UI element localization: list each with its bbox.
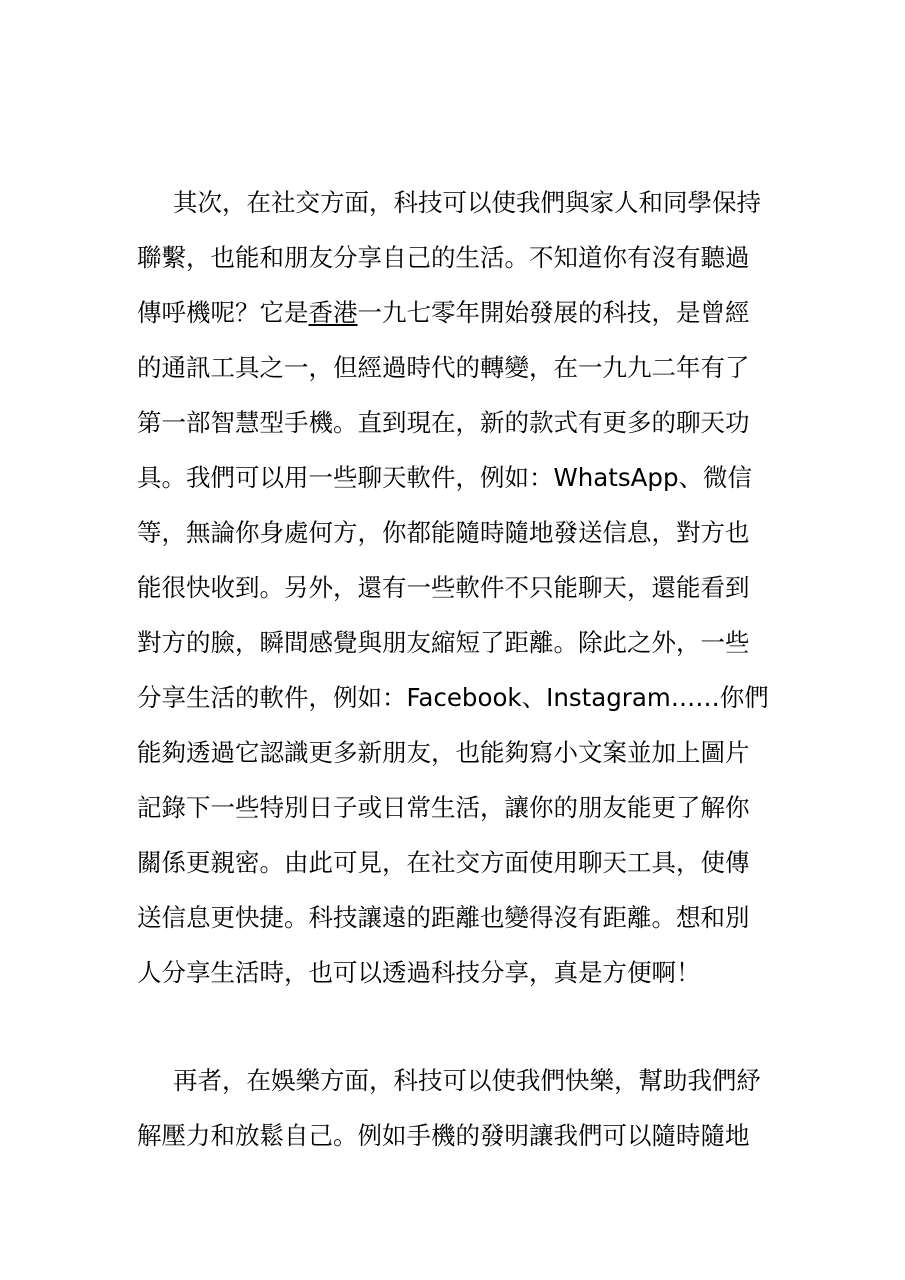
text-line: 能夠透過它認識更多新朋友，也能夠寫小文案並加上圖片	[137, 738, 750, 767]
text-line: 解壓力和放鬆自己。例如手機的發明讓我們可以隨時隨地	[137, 1121, 750, 1150]
text-line: 送信息更快捷。科技讓遠的距離也變得沒有距離。想和別	[137, 903, 750, 932]
text-line: 關係更親密。由此可見，在社交方面使用聊天工具，使傳	[137, 848, 750, 877]
text-line: 分享生活的軟件，例如：Facebook、Instagram……你們	[137, 683, 769, 712]
text-line: 具。我們可以用一些聊天軟件，例如：WhatsApp、微信	[137, 463, 752, 492]
text-line: 能很快收到。另外，還有一些軟件不只能聊天，還能看到	[137, 573, 750, 602]
text-segment: 傳呼機呢？它是	[137, 298, 309, 327]
text-line: 聯繫，也能和朋友分享自己的生活。不知道你有沒有聽過	[137, 243, 750, 272]
text-line: 的通訊工具之一，但經過時代的轉變，在一九九二年有了	[137, 353, 750, 382]
text-segment: 一九七零年開始發展的科技，是曾經	[357, 298, 750, 327]
text-line: 再者，在娛樂方面，科技可以使我們快樂，幫助我們紓	[173, 1066, 761, 1095]
text-line: 人分享生活時，也可以透過科技分享，真是方便啊！	[137, 958, 701, 987]
text-line: 對方的臉，瞬間感覺與朋友縮短了距離。除此之外，一些	[137, 628, 750, 657]
underlined-proper-noun: 香港	[308, 298, 358, 327]
text-line: 等，無論你身處何方，你都能隨時隨地發送信息，對方也	[137, 518, 750, 547]
text-line: 記錄下一些特別日子或日常生活，讓你的朋友能更了解你	[137, 793, 750, 822]
text-line: 第一部智慧型手機。直到現在，新的款式有更多的聊天功	[137, 408, 750, 437]
text-line: 其次，在社交方面，科技可以使我們與家人和同學保持	[173, 188, 761, 217]
text-line	[137, 298, 777, 328]
